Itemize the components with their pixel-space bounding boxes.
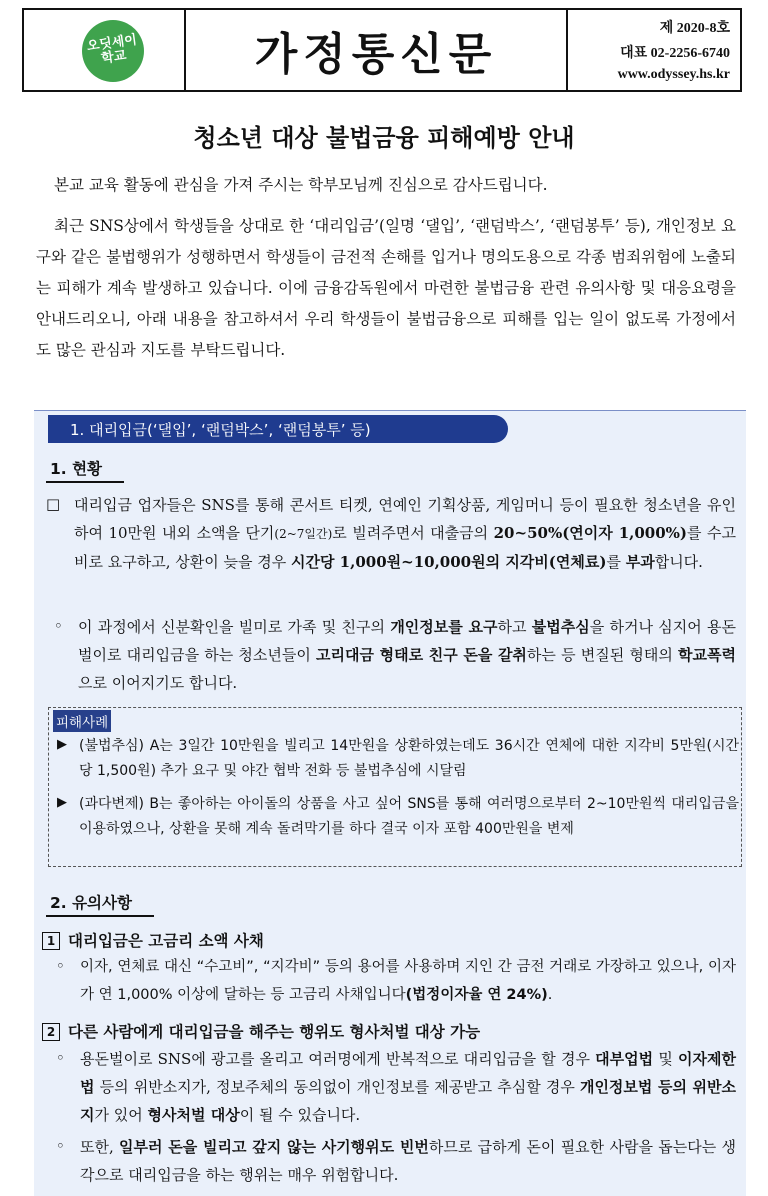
damage-case-2: (과다변제) B는 좋아하는 아이돌의 상품을 사고 싶어 SNS를 통해 여러명으로부터 2~10만원씩 대리입금을 이용하였으나, 상환을 못해 계속 돌려막기를 하다 결국 이자 포함 400만원을 변제 bbox=[79, 796, 739, 837]
letter-header bbox=[22, 8, 742, 92]
bullet-circle-icon: ◦ bbox=[56, 1137, 65, 1155]
bullet-circle-icon: ◦ bbox=[54, 617, 63, 635]
page-title: 청소년 대상 불법금융 피해예방 안내 bbox=[193, 124, 575, 152]
intro-paragraph-2: 최근 SNS상에서 학생들을 상대로 한 ‘대리입금’(일명 ‘댈입’, ‘랜덤박스’, ‘랜덤봉투’ 등), 개인정보 요구와 같은 불법행위가 성행하면서 학생들이 금전적 손해를 입거나 명의도용으로 각종 범죄위험에 노출되는 피해가 계속 발생하고 있습니다. 이에 금융감독원에서 마련한 불법금융 관련 유의사항 및 대응요령을 안내드리오니, 아래 내용을 참고하셔서 우리 학생들이 불법금융으로 피해를 입는 일이 없도록 가정에서도 많은 관심과 지도를 부탁드립니다. bbox=[36, 217, 736, 359]
damage-case-1: (불법추심) A는 3일간 10만원을 빌리고 14만원을 상환하였는데도 36시간 연체에 대한 지각비 5만원(시간당 1,500원) 추가 요구 및 야간 협박 전화 등 불법추심에 시달림 bbox=[79, 738, 739, 779]
checkbox-square-icon: □ bbox=[46, 495, 61, 513]
bullet-circle-icon: ◦ bbox=[56, 1049, 65, 1067]
number-box-icon: 1 bbox=[42, 932, 60, 950]
website-url: www.odyssey.hs.kr bbox=[617, 67, 730, 82]
triangle-bullet-icon: ▶ bbox=[57, 795, 67, 810]
triangle-bullet-icon: ▶ bbox=[57, 737, 67, 752]
damage-cases-label: 피해사례 bbox=[53, 710, 111, 732]
status-bullet-paragraph: 이 과정에서 신분확인을 빌미로 가족 및 친구의 개인정보를 요구하고 불법추심을 하거나 심지어 용돈벌이로 대리입금을 하는 청소년들이 고리대금 형태로 친구 돈을 갈취하는 등 변질된 형태의 학교폭력으로 이어지기도 합니다. bbox=[78, 618, 736, 692]
phone-number: 대표 02-2256-6740 bbox=[620, 46, 730, 61]
caution-1-text: 이자, 연체료 대신 “수고비”, “지각비” 등의 용어를 사용하며 지인 간 금전 거래로 가장하고 있으나, 이자가 연 1,000% 이상에 달하는 등 고금리 사채입니다(법정이자율 연 24%). bbox=[80, 959, 736, 1003]
caution-2-heading: 2 다른 사람에게 대리입금을 해주는 행위도 형사처벌 대상 가능 bbox=[42, 1020, 480, 1042]
school-logo-text: 오딧세이학교 bbox=[85, 32, 138, 67]
status-heading: 1. 현황 bbox=[46, 457, 124, 483]
cautions-heading: 2. 유의사항 bbox=[46, 891, 154, 917]
bullet-circle-icon: ◦ bbox=[56, 957, 65, 975]
intro-paragraph-1: 본교 교육 활동에 관심을 가져 주시는 학부모님께 진심으로 감사드립니다. bbox=[54, 176, 548, 194]
school-logo bbox=[82, 20, 144, 82]
caution-1-heading: 1 대리입금은 고금리 소액 사채 bbox=[42, 929, 264, 951]
newsletter-title: 가정통신문 bbox=[186, 10, 568, 90]
issue-number: 제 2020-8호 bbox=[659, 21, 730, 36]
status-paragraph: 대리입금 업자들은 SNS를 통해 콘서트 티켓, 연예인 기획상품, 게임머니 등이 필요한 청소년을 유인하여 10만원 내외 소액을 단기(2~7일간)로 빌려주면서 대출금의 20~50%(연이자 1,000%)를 수고비로 요구하고, 상환이 늦을 경우 시간당 1,000원~10,000원의 지각비(연체료)를 부과합니다. bbox=[74, 496, 736, 571]
caution-2-text-2: 또한, 일부러 돈을 빌리고 갚지 않는 사기행위도 빈번하므로 급하게 돈이 필요한 사람을 돕는다는 생각으로 대리입금을 하는 행위는 매우 위험합니다. bbox=[80, 1138, 736, 1184]
section-1-tab: 1. 대리입금(‘댈입’, ‘랜덤박스’, ‘랜덤봉투’ 등) bbox=[48, 415, 508, 443]
content-box bbox=[34, 410, 746, 1196]
header-info bbox=[568, 10, 740, 90]
number-box-icon: 2 bbox=[42, 1023, 60, 1041]
school-logo-cell bbox=[24, 10, 186, 90]
damage-cases-box bbox=[48, 707, 742, 867]
caution-2-text-1: 용돈벌이로 SNS에 광고를 올리고 여러명에게 반복적으로 대리입금을 할 경우 대부업법 및 이자제한법 등의 위반소지가, 정보주체의 동의없이 개인정보를 제공받고 추심할 경우 개인정보법 등의 위반소지가 있어 형사처벌 대상이 될 수 있습니다. bbox=[80, 1050, 736, 1124]
